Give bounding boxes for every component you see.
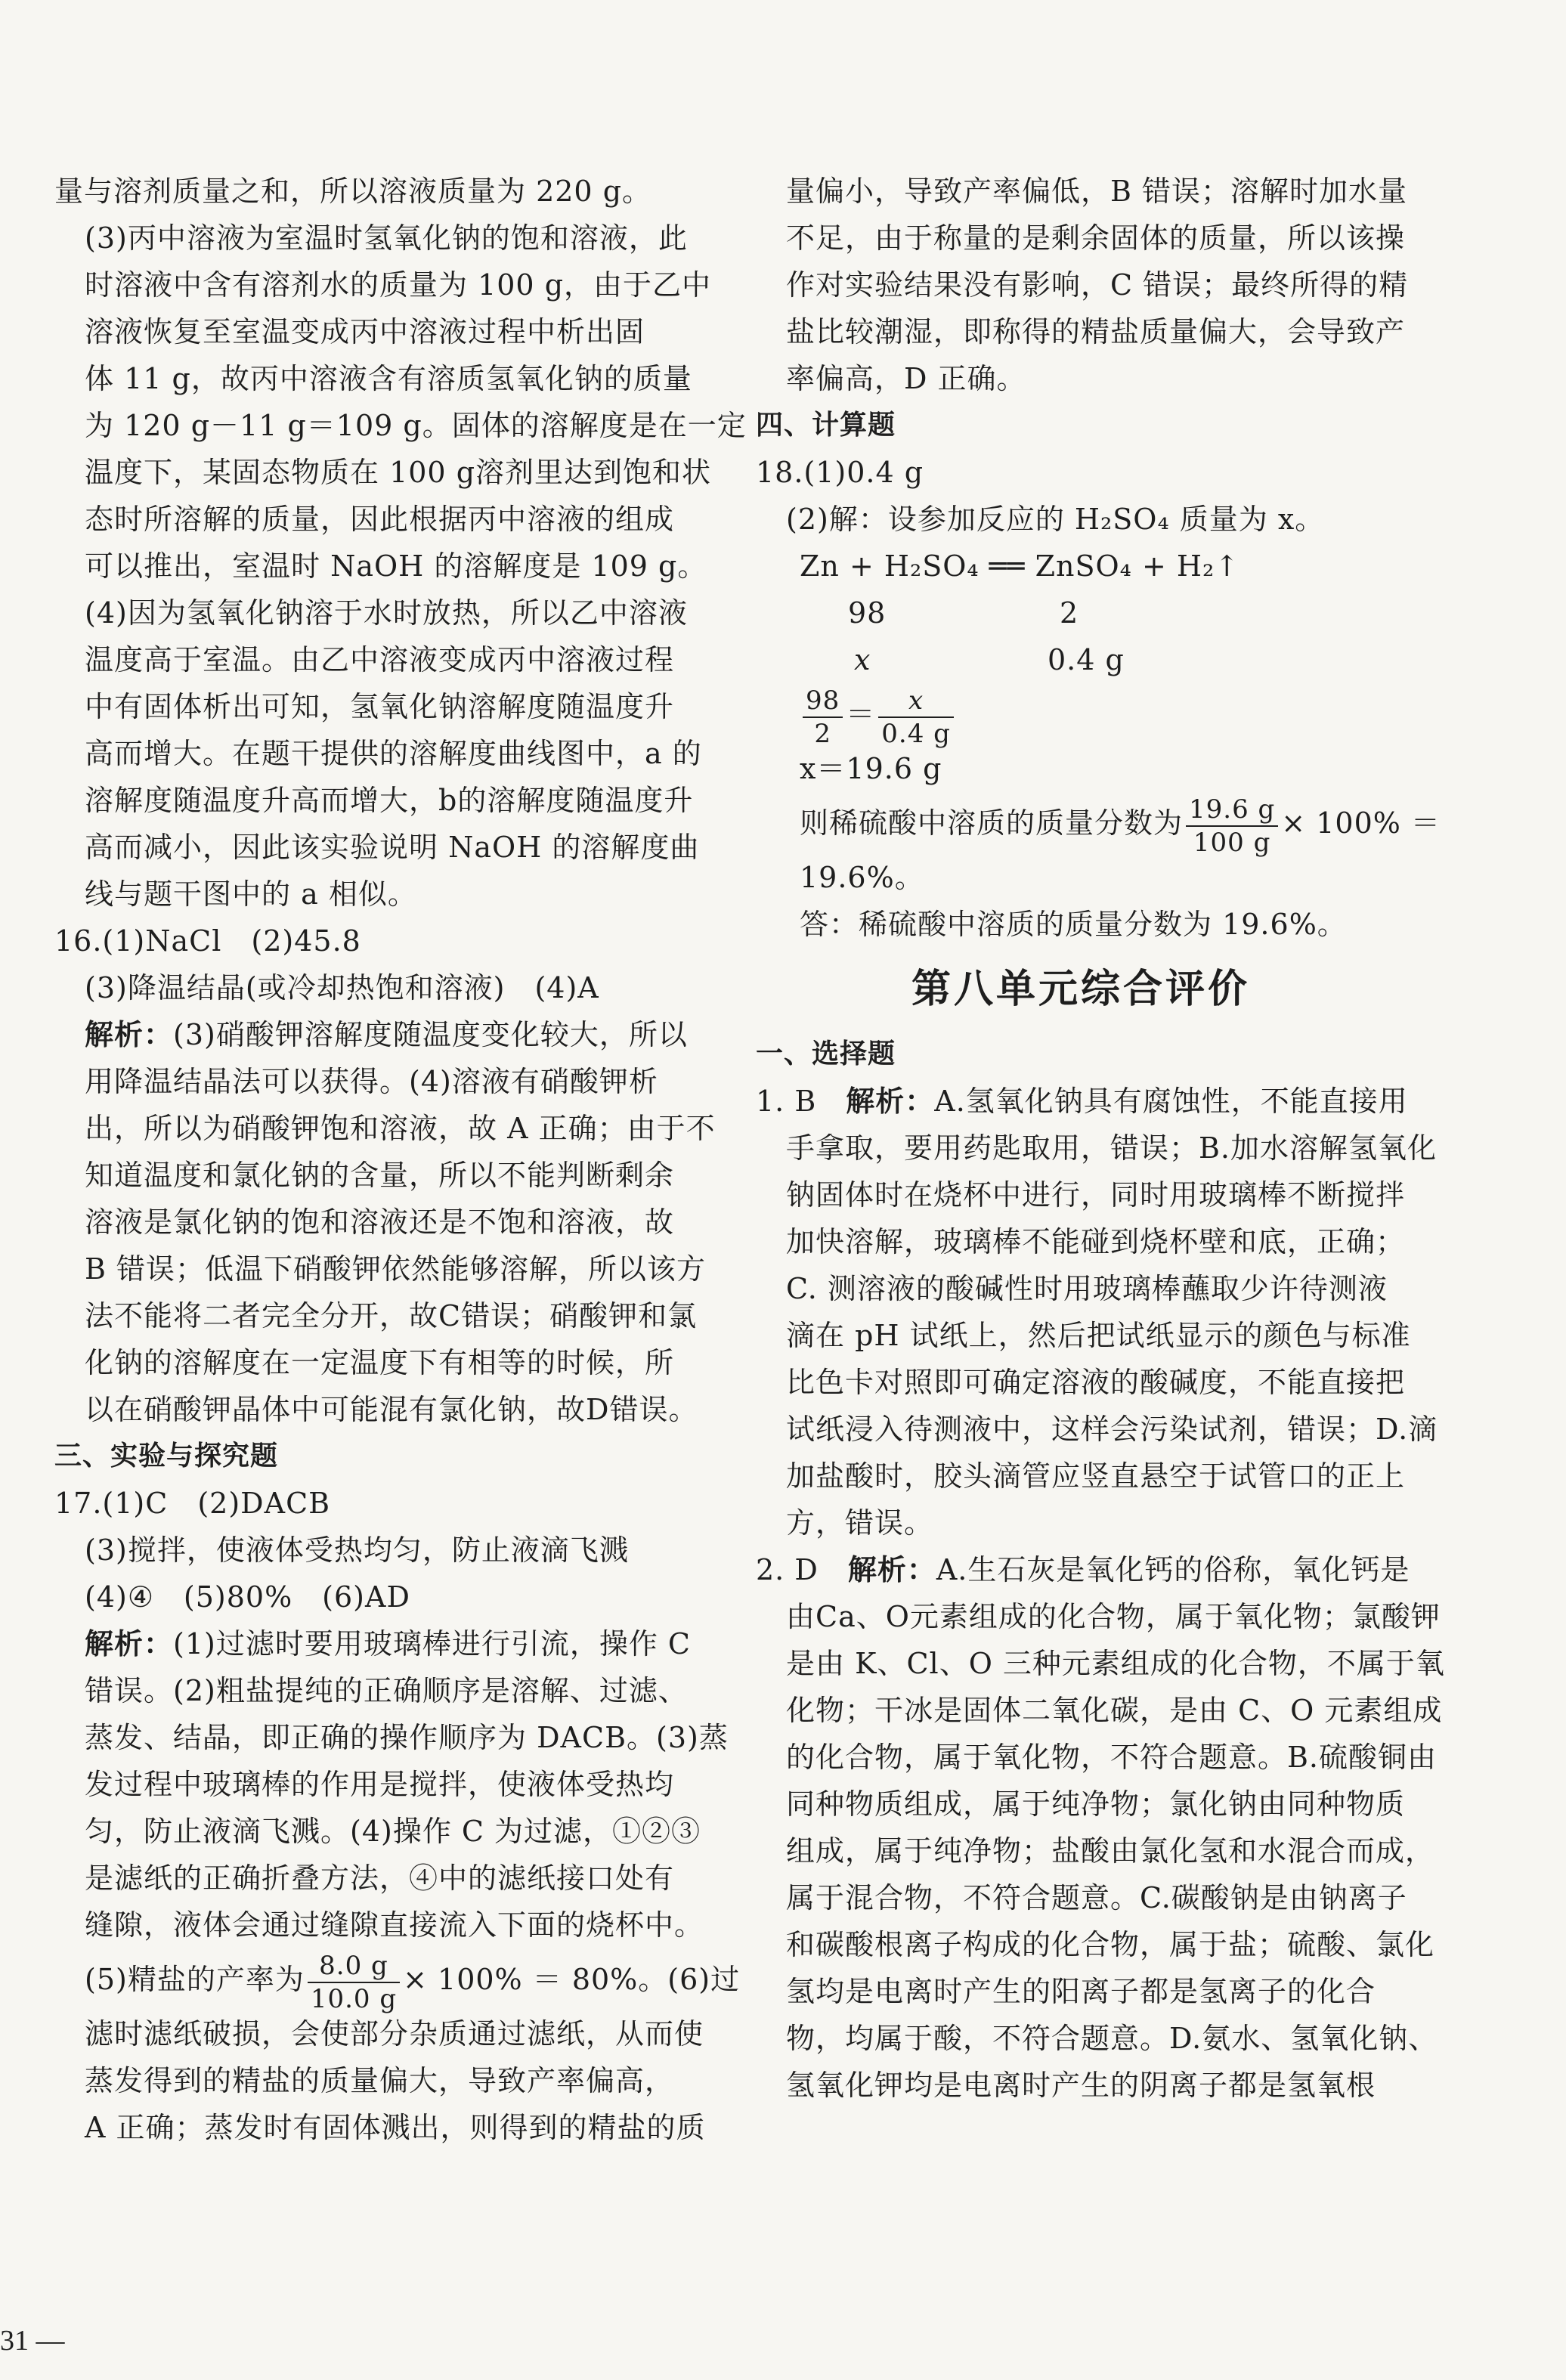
text-line: 氢氧化钾均是电离时产生的阴离子都是氢氧根 [786, 2069, 1376, 2102]
fraction-denominator: 10.0 g [310, 1983, 398, 2014]
analysis-label: 解析： [85, 1018, 174, 1051]
text-line: (4)④ (5)80% (6)AD [85, 1580, 410, 1614]
analysis-text: (1)过滤时要用玻璃棒进行引流，操作 C [173, 1627, 691, 1660]
text-line: (3)搅拌，使液体受热均匀，防止液滴飞溅 [85, 1534, 629, 1567]
text-line: 加快溶解，玻璃棒不能碰到烧杯壁和底，正确； [786, 1225, 1406, 1258]
left-column [54, 168, 747, 2151]
fraction-numerator: 98 [803, 688, 843, 718]
text-line: 时溶液中含有溶剂水的质量为 100 g，由于乙中 [85, 268, 712, 302]
chemical-equation: Zn + H₂SO₄ ══ ZnSO₄ + H₂↑ [800, 549, 1240, 583]
text-line: 量偏小，导致产率偏低，B 错误；溶解时加水量 [786, 175, 1408, 208]
text-line: 体 11 g，故丙中溶液含有溶质氢氧化钠的质量 [85, 362, 692, 395]
text-line: 盐比较潮湿，即称得的精盐质量偏大，会导致产 [786, 315, 1406, 348]
formula-prefix: (5)精盐的产率为 [85, 1963, 305, 1996]
text-line: 是由 K、Cl、O 三种元素组成的化合物，不属于氧 [786, 1647, 1445, 1680]
fraction-denominator: 0.4 g [881, 718, 951, 749]
continued-analysis [756, 168, 1409, 402]
text-line: (3)降温结晶(或冷却热饱和溶液) (4)A [85, 971, 599, 1004]
mass-value: 2 [1060, 596, 1079, 630]
variable-value: x [854, 643, 871, 676]
text-line: 用降温结晶法可以获得。(4)溶液有硝酸钾析 [85, 1065, 658, 1098]
fraction-numerator: 8.0 g [308, 1953, 400, 1983]
paragraph-3 [54, 215, 747, 590]
variable-value: 0.4 g [1048, 643, 1125, 676]
answer-line: 答：稀硫酸中溶质的质量分数为 19.6%。 [800, 908, 1347, 941]
text-line: 为 120 g－11 g＝109 g。固体的溶解度是在一定 [85, 409, 747, 442]
ratio-fraction [878, 685, 954, 749]
text-line: 物，均属于酸，不符合题意。D.氨水、氢氧化钠、 [786, 2022, 1438, 2055]
question-18 [756, 449, 1441, 948]
text-line: 作对实验结果没有影响，C 错误；最终所得的精 [786, 268, 1409, 302]
analysis-label: 解析： [85, 1627, 174, 1660]
text-line: 中有固体析出可知，氢氧化钠溶解度随温度升 [85, 690, 675, 723]
question-17 [54, 1480, 741, 2151]
text-line: 氢均是电离时产生的阳离子都是氢离子的化合 [786, 1975, 1376, 2008]
text-line: 加盐酸时，胶头滴管应竖直悬空于试管口的正上 [786, 1459, 1406, 1493]
question-head: 1. B [756, 1085, 846, 1118]
yield-fraction [308, 1950, 400, 2014]
text-line: 发过程中玻璃棒的作用是搅拌，使液体受热均 [85, 1768, 675, 1801]
paragraph-4 [54, 590, 704, 918]
question-1 [756, 1078, 1438, 1546]
text-line: 不足，由于称量的是剩余固体的质量，所以该操 [786, 221, 1406, 255]
text-line: 出，所以为硝酸钾饱和溶液，故 A 正确；由于不 [85, 1112, 716, 1145]
text-line: 线与题干图中的 a 相似。 [85, 877, 417, 911]
text-line: 溶液是氯化钠的饱和溶液还是不饱和溶液，故 [85, 1205, 675, 1239]
text-line: 缝隙，液体会通过缝隙直接流入下面的烧杯中。 [85, 1908, 704, 1942]
fraction-numerator: x [878, 688, 954, 718]
text-line: 量与溶剂质量之和，所以溶液质量为 220 g。 [54, 175, 652, 208]
text-line: 法不能将二者完全分开，故C错误；硝酸钾和氯 [85, 1299, 698, 1332]
fraction-denominator: 2 [814, 718, 831, 749]
text-line: 滴在 pH 试纸上，然后把试纸显示的颜色与标准 [786, 1319, 1411, 1352]
text-line: 溶液恢复至室温变成丙中溶液过程中析出固 [85, 315, 645, 348]
text-line [54, 1620, 704, 1667]
text-line: 匀，防止液滴飞溅。(4)操作 C 为过滤，①②③ [85, 1815, 701, 1848]
section-heading: 一、选择题 [756, 1038, 896, 1069]
text-line: 组成，属于纯净物；盐酸由氯化氢和水混合而成， [786, 1834, 1435, 1868]
fraction-denominator: 100 g [1193, 827, 1271, 858]
text-line: 滤时滤纸破损，会使部分杂质通过滤纸，从而使 [85, 2017, 704, 2050]
mass-value: 98 [848, 596, 887, 630]
variable-row [756, 636, 1406, 683]
question-head: 17.(1)C (2)DACB [54, 1487, 331, 1520]
text-line: 以在硝酸钾晶体中可能混有氯化钠，故D错误。 [85, 1393, 698, 1426]
text-line: 高而减小，因此该实验说明 NaOH 的溶解度曲 [85, 831, 700, 864]
text-line: 和碳酸根离子构成的化合物，属于盐；硫酸、氯化 [786, 1928, 1435, 1961]
ratio-equation [756, 683, 1406, 749]
text-line: 的化合物，属于氧化物，不符合题意。B.硫酸铜由 [786, 1741, 1438, 1774]
ratio-fraction [803, 685, 843, 749]
text-line: 比色卡对照即可确定溶液的酸碱度，不能直接把 [786, 1366, 1406, 1399]
text-line: 高而增大。在题干提供的溶解度曲线图中，a 的 [85, 737, 702, 770]
right-column [756, 168, 1445, 2109]
analysis-label: 解析： [847, 1553, 936, 1586]
unit-title: 第八单元综合评价 [911, 967, 1250, 1012]
percentage-fraction [1186, 794, 1278, 858]
text-line: 温度高于室温。由乙中溶液变成丙中溶液过程 [85, 643, 675, 676]
question-2 [756, 1546, 1445, 2109]
text-line: 错误。(2)粗盐提纯的正确顺序是溶解、过滤、 [85, 1674, 688, 1707]
text-line: 化钠的溶解度在一定温度下有相等的时候，所 [85, 1346, 675, 1379]
text-line: 是滤纸的正确折叠方法，④中的滤纸接口处有 [85, 1862, 675, 1895]
text-line: 试纸浸入待测液中，这样会污染试剂，错误；D.滴 [786, 1413, 1438, 1446]
mass-row [756, 590, 1406, 636]
text-line [54, 1011, 704, 1058]
yield-formula [54, 1948, 741, 2014]
section-heading: 四、计算题 [756, 410, 896, 441]
section-heading: 三、实验与探究题 [54, 1441, 279, 1472]
text-line: 同种物质组成，属于纯净物；氯化钠由同种物质 [786, 1787, 1406, 1821]
question-head: 18.(1)0.4 g [756, 456, 924, 489]
text-line: 钠固体时在烧杯中进行，同时用玻璃棒不断搅拌 [786, 1178, 1406, 1212]
text-line: 手拿取，要用药匙取用，错误；B.加水溶解氢氧化 [786, 1131, 1438, 1165]
text-line: 知道温度和氯化钠的含量，所以不能判断剩余 [85, 1159, 675, 1192]
text-line: (3)丙中溶液为室温时氢氧化钠的饱和溶液，此 [85, 221, 688, 255]
text-line: B 错误；低温下硝酸钾依然能够溶解，所以该方 [85, 1252, 707, 1286]
question-16 [54, 918, 716, 1433]
text-line: (2)解：设参加反应的 H₂SO₄ 质量为 x。 [786, 503, 1325, 536]
text-line: 态时所溶解的质量，因此根据丙中溶液的组成 [85, 503, 675, 536]
text-line: 可以推出，室温时 NaOH 的溶解度是 109 g。 [85, 549, 707, 583]
text-line: 属于混合物，不符合题意。C.碳酸钠是由钠离子 [786, 1881, 1407, 1914]
fraction-numerator: 19.6 g [1186, 797, 1278, 827]
text-line: 19.6%。 [800, 861, 924, 894]
text-line: 溶解度随温度升高而增大，b的溶解度随温度升 [85, 784, 694, 817]
text-line: 化物；干冰是固体二氧化碳，是由 C、O 元素组成 [786, 1694, 1443, 1727]
text-line: C. 测溶液的酸碱性时用玻璃棒蘸取少许待测液 [786, 1272, 1388, 1305]
result-line: x＝19.6 g [800, 752, 942, 785]
question-head: 2. D [756, 1553, 848, 1586]
text-line [756, 1546, 1410, 1593]
percentage-formula [756, 792, 1441, 858]
analysis-text: A.氢氧化钠具有腐蚀性，不能直接用 [934, 1085, 1408, 1118]
text-line: 蒸发得到的精盐的质量偏大，导致产率偏高， [85, 2064, 675, 2097]
text-line [756, 1078, 1406, 1125]
analysis-text: (3)硝酸钾溶解度随温度变化较大，所以 [173, 1018, 688, 1051]
text-line: 蒸发、结晶，即正确的操作顺序为 DACB。(3)蒸 [85, 1721, 729, 1754]
formula-suffix: × 100% ＝ 80%。(6)过 [403, 1963, 741, 1996]
question-head: 16.(1)NaCl (2)45.8 [54, 924, 361, 958]
formula-prefix: 则稀硫酸中溶质的质量分数为 [800, 806, 1184, 840]
formula-suffix: × 100% ＝ [1281, 806, 1441, 840]
page-number: 31 — [0, 2325, 65, 2357]
text-line: (4)因为氢氧化钠溶于水时放热，所以乙中溶液 [85, 596, 688, 630]
text-line: 由Ca、O元素组成的化合物，属于氧化物；氯酸钾 [786, 1600, 1441, 1633]
text-line: 方，错误。 [786, 1506, 934, 1540]
text-line: 率偏高，D 正确。 [786, 362, 1026, 395]
equals-sign: ＝ [846, 698, 876, 731]
text-line: A 正确；蒸发时有固体溅出，则得到的精盐的质 [85, 2111, 706, 2144]
analysis-text: A.生石灰是氧化钙的俗称，氧化钙是 [936, 1553, 1410, 1586]
analysis-label: 解析： [846, 1085, 935, 1118]
text-line: 温度下，某固态物质在 100 g溶剂里达到饱和状 [85, 456, 712, 489]
